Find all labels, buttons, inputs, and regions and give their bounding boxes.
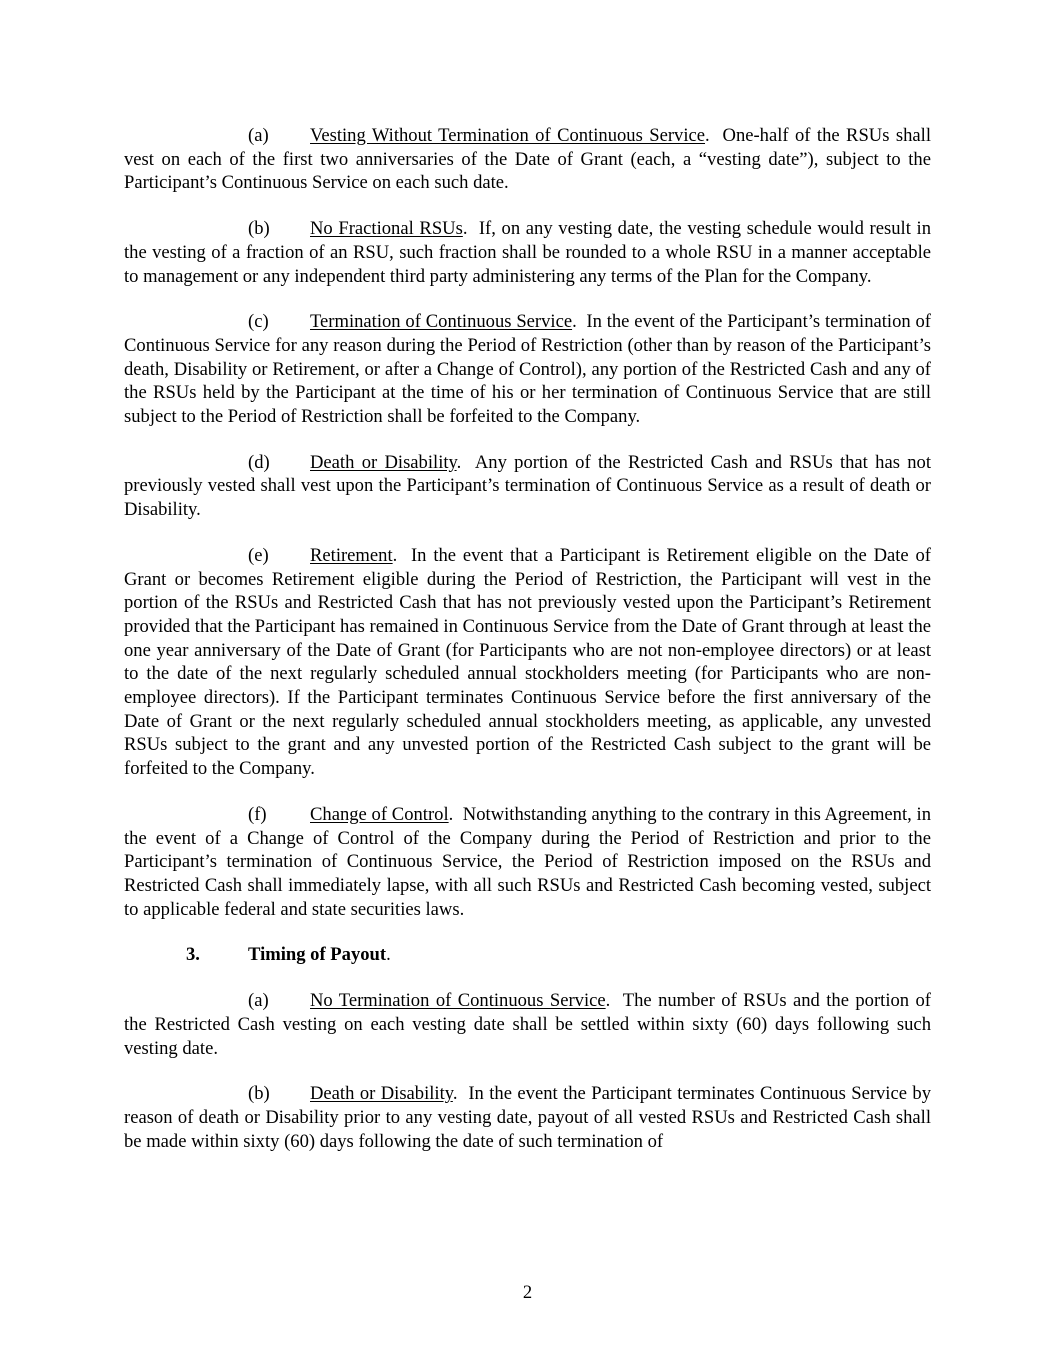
paragraph-3b: (b) Death or Disability. In the event the Participant terminates Continuous Service by reason of death or Disability prior to any vesting date, payout of all vested RSUs and Restricted Cash shall be made within sixty (60) days following the date of such termination of: [124, 1083, 931, 1152]
section-title: Timing of Payout: [248, 944, 387, 966]
paragraph-body: If, on any vesting date, the vesting schedule would result in the vesting of a fraction of an RSU, such fraction shall be rounded to a whole RSU in a manner acceptable to management or any independent third party administering any terms of the Plan for the Company.: [124, 218, 931, 287]
section-number: 3.: [186, 944, 200, 966]
paragraph-2b: (b) No Fractional RSUs. If, on any vesting date, the vesting schedule would result in the vesting of a fraction of an RSU, such fraction shall be rounded to a whole RSU in a manner acceptable to management or any independent third party administering any terms of the Plan for the Company.: [124, 218, 931, 287]
paragraph-2a: (a) Vesting Without Termination of Continuous Service. One-half of the RSUs shall vest on each of the first two anniversaries of the Date of Grant (each, a “vesting date”), subject to the Participant’s Continuous Service on each such date.: [124, 125, 931, 194]
paragraph-title: Death or Disability: [310, 451, 457, 473]
paragraph-body: The number of RSUs and the portion of the Restricted Cash vesting on each vesting date shall be settled within sixty (60) days following such vesting date.: [124, 990, 931, 1059]
paragraph-body: In the event that a Participant is Retirement eligible on the Date of Grant or becomes Retirement eligible during the Period of Restriction, the Participant will vest in the portion of the RSUs and Restricted Cash that has not previously vested upon the Participant’s Retirement provided that the Participant has remained in Continuous Service from the Date of Grant through at least the one year anniversary of the Date of Grant (for Participants who are not non-employee directors) or at least to the date of the next regularly scheduled annual stockholders meeting (for Participants who are non-employee directors). If the Participant terminates Continuous Service before the first anniversary of the Date of Grant or the next regularly scheduled annual stockholders meeting, as applicable, any unvested RSUs subject to the grant and any unvested portion of the Restricted Cash subject to the grant will be forfeited to the Company.: [124, 544, 932, 780]
paragraph-2c: (c) Termination of Continuous Service. In the event of the Participant’s termination of Continuous Service for any reason during the Period of Restriction (other than by reason of the Participant’s death, Disability or Retirement, or after a Change of Control), any portion of the Restricted Cash and any of the RSUs held by the Participant at the time of his or her termination of Continuous Service that are still subject to the Period of Restriction shall be forfeited to the Company.: [124, 311, 931, 428]
paragraph-number: (a): [248, 125, 269, 146]
paragraph-number: (b): [248, 218, 270, 240]
paragraph-2f: (f) Change of Control. Notwithstanding anything to the contrary in this Agreement, in the event of a Change of Control of the Company during the Period of Restriction and prior to the Participant’s termination of Continuous Service, the Period of Restriction imposed on the RSUs and Restricted Cash shall immediately lapse, with all such RSUs and Restricted Cash becoming vested, subject to applicable federal and state securities laws.: [124, 803, 932, 920]
paragraph-title: Termination of Continuous Service: [310, 311, 573, 333]
page-number: 2: [522, 1282, 533, 1303]
paragraph-number: (f): [248, 803, 267, 825]
paragraph-3a: (a) No Termination of Continuous Service. The number of RSUs and the portion of the Restricted Cash vesting on each vesting date shall be settled within sixty (60) days following such vesting date.: [124, 990, 931, 1059]
paragraph-number: (d): [248, 451, 270, 473]
paragraph-number: (b): [248, 1083, 270, 1105]
paragraph-number: (e): [248, 544, 269, 566]
paragraph-2d: (d) Death or Disability. Any portion of the Restricted Cash and RSUs that has not previously vested shall vest upon the Participant’s termination of Continuous Service as a result of death or Disability.: [124, 451, 931, 521]
document-page: [124, 124, 931, 1175]
paragraph-title: No Fractional RSUs: [310, 218, 463, 240]
paragraph-body: Notwithstanding anything to the contrary in this Agreement, in the event of a Change of Control of the Company during the Period of Restriction and prior to the Participant’s termination of Continuous Service, the Period of Restriction imposed on the RSUs and Restricted Cash shall immediately lapse, with all such RSUs and Restricted Cash becoming vested, subject to applicable federal and state securities laws.: [124, 803, 932, 920]
paragraph-title: Change of Control: [310, 803, 449, 825]
paragraph-title: No Termination of Continuous Service: [310, 990, 606, 1012]
section-heading-3: 3. Timing of Payout.: [186, 944, 391, 966]
paragraph-number: (c): [248, 311, 269, 333]
paragraph-title: Retirement: [310, 544, 393, 566]
paragraph-number: (a): [248, 990, 269, 1012]
paragraph-title: Vesting Without Termination of Continuous Service: [310, 125, 706, 146]
paragraph-body: Any portion of the Restricted Cash and RSUs that has not previously vested shall vest upon the Participant’s termination of Continuous Service as a result of death or Disability.: [124, 451, 931, 521]
paragraph-body: In the event of the Participant’s termination of Continuous Service for any reason during the Period of Restriction (other than by reason of the Participant’s death, Disability or Retirement, or after a Change of Control), any portion of the Restricted Cash and any of the RSUs held by the Participant at the time of his or her termination of Continuous Service that are still subject to the Period of Restriction shall be forfeited to the Company.: [124, 311, 931, 428]
paragraph-title: Death or Disability: [310, 1083, 453, 1105]
paragraph-body: In the event the Participant terminates Continuous Service by reason of death or Disability prior to any vesting date, payout of all vested RSUs and Restricted Cash shall be made within sixty (60) days following the date of such termination of: [124, 1083, 931, 1152]
paragraph-body: One-half of the RSUs shall vest on each of the first two anniversaries of the Date of Grant (each, a “vesting date”), subject to the Participant’s Continuous Service on each such date.: [124, 125, 931, 194]
paragraph-2e: (e) Retirement. In the event that a Participant is Retirement eligible on the Date of Grant or becomes Retirement eligible during the Period of Restriction, the Participant will vest in the portion of the RSUs and Restricted Cash that has not previously vested upon the Participant’s Retirement provided that the Participant has remained in Continuous Service from the Date of Grant through at least the one year anniversary of the Date of Grant (for Participants who are not non-employee directors) or at least to the date of the next regularly scheduled annual stockholders meeting (for Participants who are non-employee directors). If the Participant terminates Continuous Service before the first anniversary of the Date of Grant or the next regularly scheduled annual stockholders meeting, as applicable, any unvested RSUs subject to the grant and any unvested portion of the Restricted Cash subject to the grant will be forfeited to the Company.: [124, 544, 932, 780]
